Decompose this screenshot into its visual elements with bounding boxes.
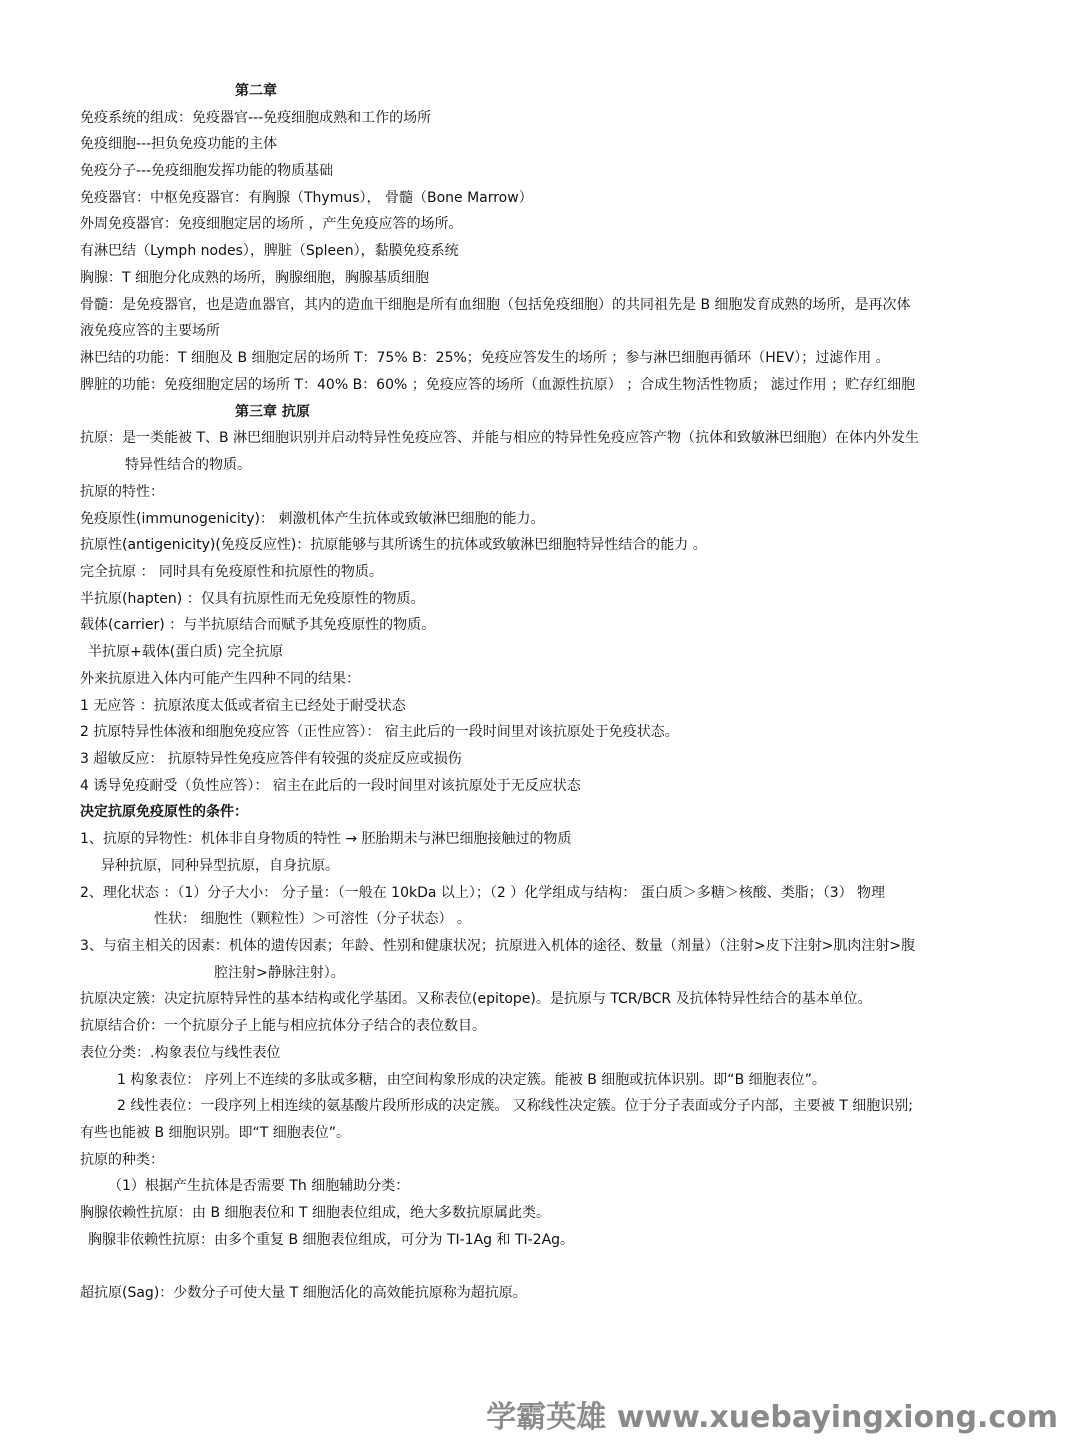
text-line: 抗原结合价：一个抗原分子上能与相应抗体分子结合的表位数目。 xyxy=(80,1018,486,1034)
text-line: 性状： 细胞性（颗粒性）＞可溶性（分子状态） 。 xyxy=(154,911,471,927)
text-line: 2 线性表位：一段序列上相连续的氨基酸片段所形成的决定簇。 又称线性决定簇。位于分子表面或分子内部，主要被 T 细胞识别; xyxy=(117,1098,913,1114)
text-line: 完全抗原 ： 同时具有免疫原性和抗原性的物质。 xyxy=(80,564,383,580)
text-line: 外来抗原进入体内可能产生四种不同的结果： xyxy=(80,671,360,687)
text-line: 胸腺：T 细胞分化成熟的场所，胸腺细胞，胸腺基质细胞 xyxy=(80,270,430,286)
text-line: 表位分类：.构象表位与线性表位 xyxy=(80,1045,281,1061)
text-line: 抗原的种类： xyxy=(80,1152,164,1168)
watermark: 学霸英雄 www.xuebayingxiong.com xyxy=(486,1400,1058,1435)
text-line: 有淋巴结（Lymph nodes），脾脏（Spleen），黏膜免疫系统 xyxy=(80,243,459,259)
text-line: 腔注射>静脉注射）。 xyxy=(214,965,345,981)
text-line: 胸腺依赖性抗原：由 B 细胞表位和 T 细胞表位组成，绝大多数抗原属此类。 xyxy=(80,1205,550,1221)
text-line: 脾脏的功能：免疫细胞定居的场所 T：40% B：60% ；免疫应答的场所（血源性抗原） ；合成生物活性物质； 滤过作用 ；贮存红细胞 xyxy=(80,377,916,393)
text-line: 免疫器官：中枢免疫器官：有胸腺（Thymus）， 骨髓（Bone Marrow） xyxy=(80,190,533,206)
text-line: 免疫分子---免疫细胞发挥功能的物质基础 xyxy=(80,163,334,179)
text-line: 1、抗原的异物性：机体非自身物质的特性 → 胚胎期未与淋巴细胞接触过的物质 xyxy=(80,831,572,847)
text-line: 淋巴结的功能：T 细胞及 B 细胞定居的场所 T：75% B：25%；免疫应答发生的场所 ；参与淋巴细胞再循环（HEV）；过滤作用 。 xyxy=(80,350,890,366)
text-line: 液免疫应答的主要场所 xyxy=(80,323,220,339)
text-line: 抗原决定簇：决定抗原特异性的基本结构或化学基团。又称表位(epitope)。是抗原与 TCR/BCR 及抗体特异性结合的基本单位。 xyxy=(80,991,872,1007)
text-line: 抗原性(antigenicity)(免疫反应性)：抗原能够与其所诱生的抗体或致敏淋巴细胞特异性结合的能力 。 xyxy=(80,537,707,553)
text-line: 免疫细胞---担负免疫功能的主体 xyxy=(80,136,278,152)
text-line: 异种抗原，同种异型抗原，自身抗原。 xyxy=(101,858,339,874)
text-line: 有些也能被 B 细胞识别。即“T 细胞表位”。 xyxy=(80,1125,351,1141)
text-line: 载体(carrier) ：与半抗原结合而赋予其免疫原性的物质。 xyxy=(80,617,436,633)
text-line: 超抗原(Sag)：少数分子可使大量 T 细胞活化的高效能抗原称为超抗原。 xyxy=(80,1285,527,1301)
chapter-2-heading: 第二章 xyxy=(235,83,277,99)
text-line: 3、与宿主相关的因素：机体的遗传因素；年龄、性别和健康状况；抗原进入机体的途径、数量（剂量）（注射>皮下注射>肌肉注射>腹 xyxy=(80,938,916,954)
text-line: 4 诱导免疫耐受（负性应答）： 宿主在此后的一段时间里对该抗原处于无反应状态 xyxy=(80,778,581,794)
text-line: 半抗原(hapten) ：仅具有抗原性而无免疫原性的物质。 xyxy=(80,591,425,607)
text-line: 胸腺非依赖性抗原：由多个重复 B 细胞表位组成，可分为 TI-1Ag 和 TI-2Ag。 xyxy=(88,1232,575,1248)
text-line: 2、理化状态 ：（1）分子大小： 分子量：（一般在 10kDa 以上）；（2 ）化学组成与结构： 蛋白质＞多糖＞核酸、类脂；（3） 物理 xyxy=(80,885,886,901)
text-line: 3 超敏反应： 抗原特异性免疫应答伴有较强的炎症反应或损伤 xyxy=(80,751,462,767)
chapter-3-heading: 第三章 抗原 xyxy=(235,404,310,420)
section-heading: 决定抗原免疫原性的条件： xyxy=(80,804,248,820)
text-line: 1 无应答 ：抗原浓度太低或者宿主已经处于耐受状态 xyxy=(80,698,406,714)
text-line: 免疫系统的组成：免疫器官---免疫细胞成熟和工作的场所 xyxy=(80,110,432,126)
text-line: 抗原的特性： xyxy=(80,484,164,500)
text-line: 半抗原+载体(蛋白质) 完全抗原 xyxy=(88,644,284,660)
text-line: 外周免疫器官：免疫细胞定居的场所 ，产生免疫应答的场所。 xyxy=(80,216,463,232)
text-line: 2 抗原特异性体液和细胞免疫应答（正性应答）： 宿主此后的一段时间里对该抗原处于免疫状态。 xyxy=(80,724,679,740)
text-line: 免疫原性(immunogenicity)： 刺激机体产生抗体或致敏淋巴细胞的能力。 xyxy=(80,511,545,527)
text-line: （1）根据产生抗体是否需要 Th 细胞辅助分类： xyxy=(108,1178,410,1194)
text-line: 特异性结合的物质。 xyxy=(125,457,251,473)
text-line: 抗原：是一类能被 T、B 淋巴细胞识别并启动特异性免疫应答、并能与相应的特异性免疫应答产物（抗体和致敏淋巴细胞）在体内外发生 xyxy=(80,430,920,446)
text-line: 骨髓：是免疫器官，也是造血器官，其内的造血干细胞是所有血细胞（包括免疫细胞）的共同祖先是 B 细胞发育成熟的场所，是再次体 xyxy=(80,297,911,313)
text-line: 1 构象表位： 序列上不连续的多肽或多糖，由空间构象形成的决定簇。能被 B 细胞或抗体识别。即“B 细胞表位”。 xyxy=(117,1072,826,1088)
